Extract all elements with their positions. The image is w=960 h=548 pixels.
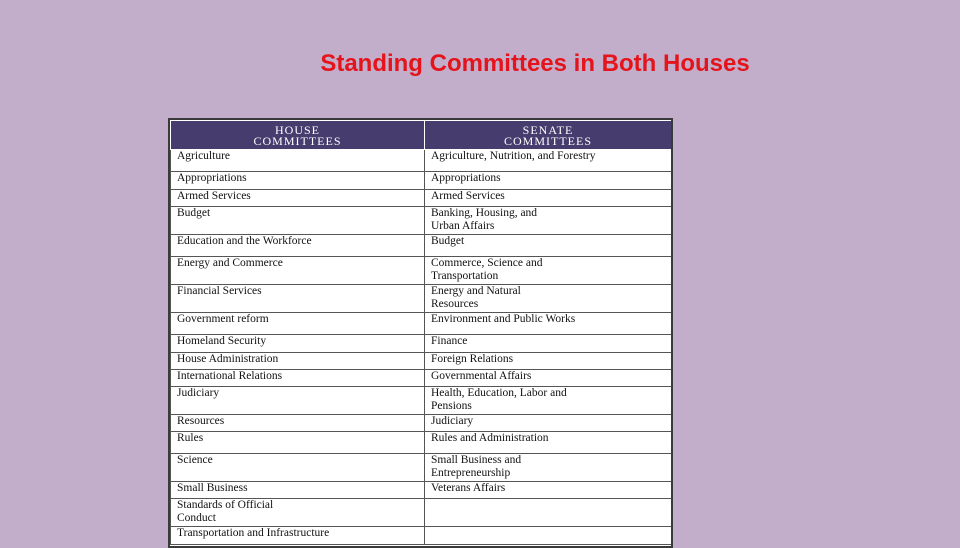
house-committee-cell: Standards of Official Conduct	[171, 499, 425, 527]
senate-committee-cell	[425, 527, 672, 545]
house-committee-cell: Resources	[171, 415, 425, 432]
senate-committee-cell: Energy and Natural Resources	[425, 285, 672, 313]
house-committee-cell: Education and the Workforce	[171, 235, 425, 257]
house-committee-cell: Science	[171, 454, 425, 482]
house-committees-header: HOUSE COMMITTEES	[171, 121, 425, 150]
senate-committee-cell: Foreign Relations	[425, 353, 672, 370]
house-committee-cell: Transportation and Infrastructure	[171, 527, 425, 545]
table-row	[171, 172, 672, 190]
table-row	[171, 235, 672, 257]
senate-committee-cell: Armed Services	[425, 190, 672, 207]
committees-table-container	[168, 118, 673, 548]
house-committee-cell: Small Business	[171, 482, 425, 499]
senate-committee-cell: Veterans Affairs	[425, 482, 672, 499]
table-row	[171, 370, 672, 387]
table-row	[171, 387, 672, 415]
senate-committee-cell: Health, Education, Labor and Pensions	[425, 387, 672, 415]
committees-table-body	[171, 150, 672, 545]
table-row	[171, 257, 672, 285]
senate-committee-cell: Appropriations	[425, 172, 672, 190]
table-row	[171, 499, 672, 527]
table-row	[171, 415, 672, 432]
house-committee-cell: Financial Services	[171, 285, 425, 313]
senate-committee-cell: Budget	[425, 235, 672, 257]
committees-table	[170, 120, 672, 545]
house-committee-cell: Armed Services	[171, 190, 425, 207]
table-row	[171, 353, 672, 370]
house-committee-cell: Rules	[171, 432, 425, 454]
senate-committee-cell: Governmental Affairs	[425, 370, 672, 387]
senate-committee-cell: Finance	[425, 335, 672, 353]
senate-committees-header: SENATE COMMITTEES	[425, 121, 672, 150]
table-row	[171, 207, 672, 235]
senate-committee-cell: Banking, Housing, and Urban Affairs	[425, 207, 672, 235]
table-row	[171, 527, 672, 545]
senate-committee-cell: Environment and Public Works	[425, 313, 672, 335]
table-row	[171, 150, 672, 172]
house-committee-cell: Agriculture	[171, 150, 425, 172]
table-row	[171, 432, 672, 454]
house-committee-cell: House Administration	[171, 353, 425, 370]
table-row	[171, 482, 672, 499]
table-row	[171, 335, 672, 353]
house-committee-cell: Homeland Security	[171, 335, 425, 353]
senate-committee-cell	[425, 499, 672, 527]
slide-title: Standing Committees in Both Houses	[320, 50, 750, 77]
table-header-row	[171, 121, 672, 150]
house-committee-cell: Government reform	[171, 313, 425, 335]
senate-committee-cell: Small Business and Entrepreneurship	[425, 454, 672, 482]
house-committee-cell: Budget	[171, 207, 425, 235]
table-row	[171, 454, 672, 482]
house-committee-cell: Appropriations	[171, 172, 425, 190]
house-committee-cell: Judiciary	[171, 387, 425, 415]
senate-committee-cell: Commerce, Science and Transportation	[425, 257, 672, 285]
house-committee-cell: Energy and Commerce	[171, 257, 425, 285]
table-row	[171, 285, 672, 313]
senate-committee-cell: Rules and Administration	[425, 432, 672, 454]
table-row	[171, 190, 672, 207]
senate-committee-cell: Agriculture, Nutrition, and Forestry	[425, 150, 672, 172]
house-committee-cell: International Relations	[171, 370, 425, 387]
table-row	[171, 313, 672, 335]
senate-committee-cell: Judiciary	[425, 415, 672, 432]
